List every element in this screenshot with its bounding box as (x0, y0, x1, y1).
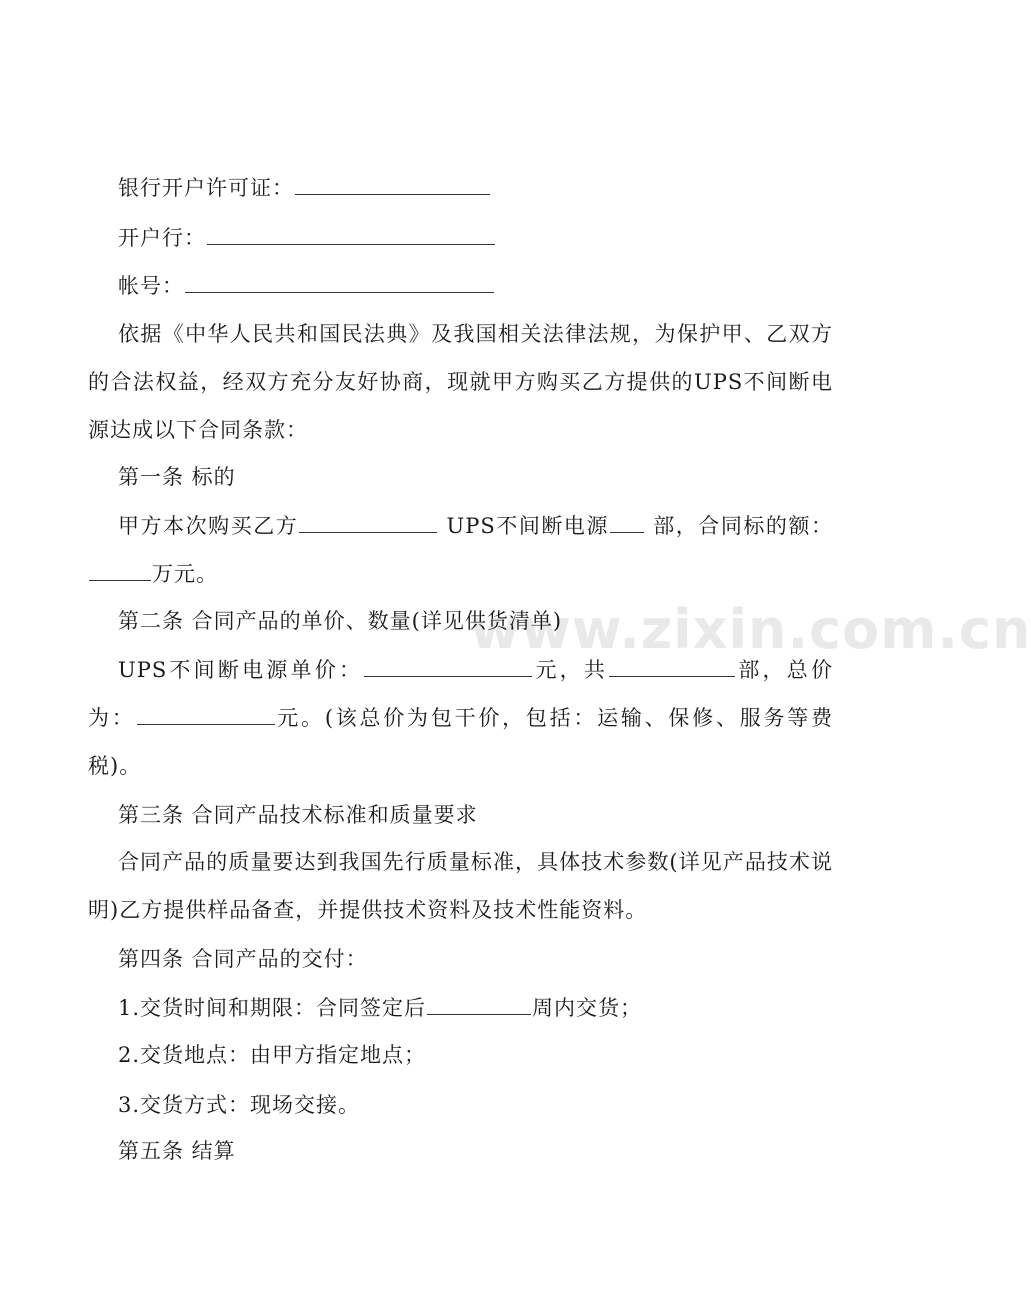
article2-title: 第二条 合同产品的单价、数量(详见供货清单) (118, 609, 563, 633)
bank-line (118, 222, 496, 253)
account-blank (185, 270, 494, 293)
bank-license-blank (295, 172, 490, 195)
bank-license-line (118, 172, 491, 203)
article1-amount-blank (89, 558, 151, 581)
article1-quantity-blank (610, 510, 644, 533)
bank-blank (207, 222, 495, 245)
article2-text-b: 元，共 (533, 658, 609, 682)
article2-text-c: 部，总价为： (88, 658, 833, 730)
article3-body: 合同产品的质量要达到我国先行质量标准，具体技术参数(详见产品技术说明)乙方提供样品备查，并提供技术资料及技术性能资料。 (88, 850, 833, 922)
account-label: 帐号： (118, 274, 184, 298)
article4-title: 第四条 合同产品的交付： (118, 947, 368, 971)
article4-item1-text-a: 1.交货时间和期限：合同签定后 (118, 996, 427, 1020)
article2-text-a: UPS不间断电源单价： (118, 658, 364, 682)
article4-item1-text-b: 周内交货； (532, 996, 643, 1020)
article1-body (88, 502, 833, 598)
article4-item1 (118, 992, 642, 1023)
article5-title: 第五条 结算 (118, 1139, 236, 1163)
article2-total-blank (137, 702, 275, 725)
article4-item3: 3.交货方式：现场交接。 (118, 1093, 361, 1117)
article2-text-d: 元。(该总价为包干价，包括：运输、保修、服务等费税)。 (88, 706, 833, 778)
account-line (118, 270, 495, 301)
article1-text-c: 部，合同标的额： (645, 514, 833, 538)
article1-text-b: UPS不间断电源 (438, 514, 609, 538)
article2-unit-price-blank (364, 654, 532, 677)
watermark: www.zixin.com.cn (470, 598, 1031, 661)
article1-model-blank (299, 510, 437, 533)
article1-text-d: 万元。 (152, 562, 218, 586)
article4-weeks-blank (427, 992, 531, 1015)
article2-quantity-blank (609, 654, 735, 677)
article2-body (88, 646, 833, 790)
article1-title: 第一条 标的 (118, 465, 236, 489)
article4-item2: 2.交货地点：由甲方指定地点； (118, 1043, 427, 1067)
bank-label: 开户行： (118, 226, 206, 250)
bank-license-label: 银行开户许可证： (118, 176, 294, 200)
article1-text-a: 甲方本次购买乙方 (118, 514, 299, 538)
intro-paragraph: 依据《中华人民共和国民法典》及我国相关法律法规，为保护甲、乙双方的合法权益，经双方充分友好协商，现就甲方购买乙方提供的UPS不间断电源达成以下合同条款： (88, 322, 833, 442)
article3-title: 第三条 合同产品技术标准和质量要求 (118, 803, 478, 827)
